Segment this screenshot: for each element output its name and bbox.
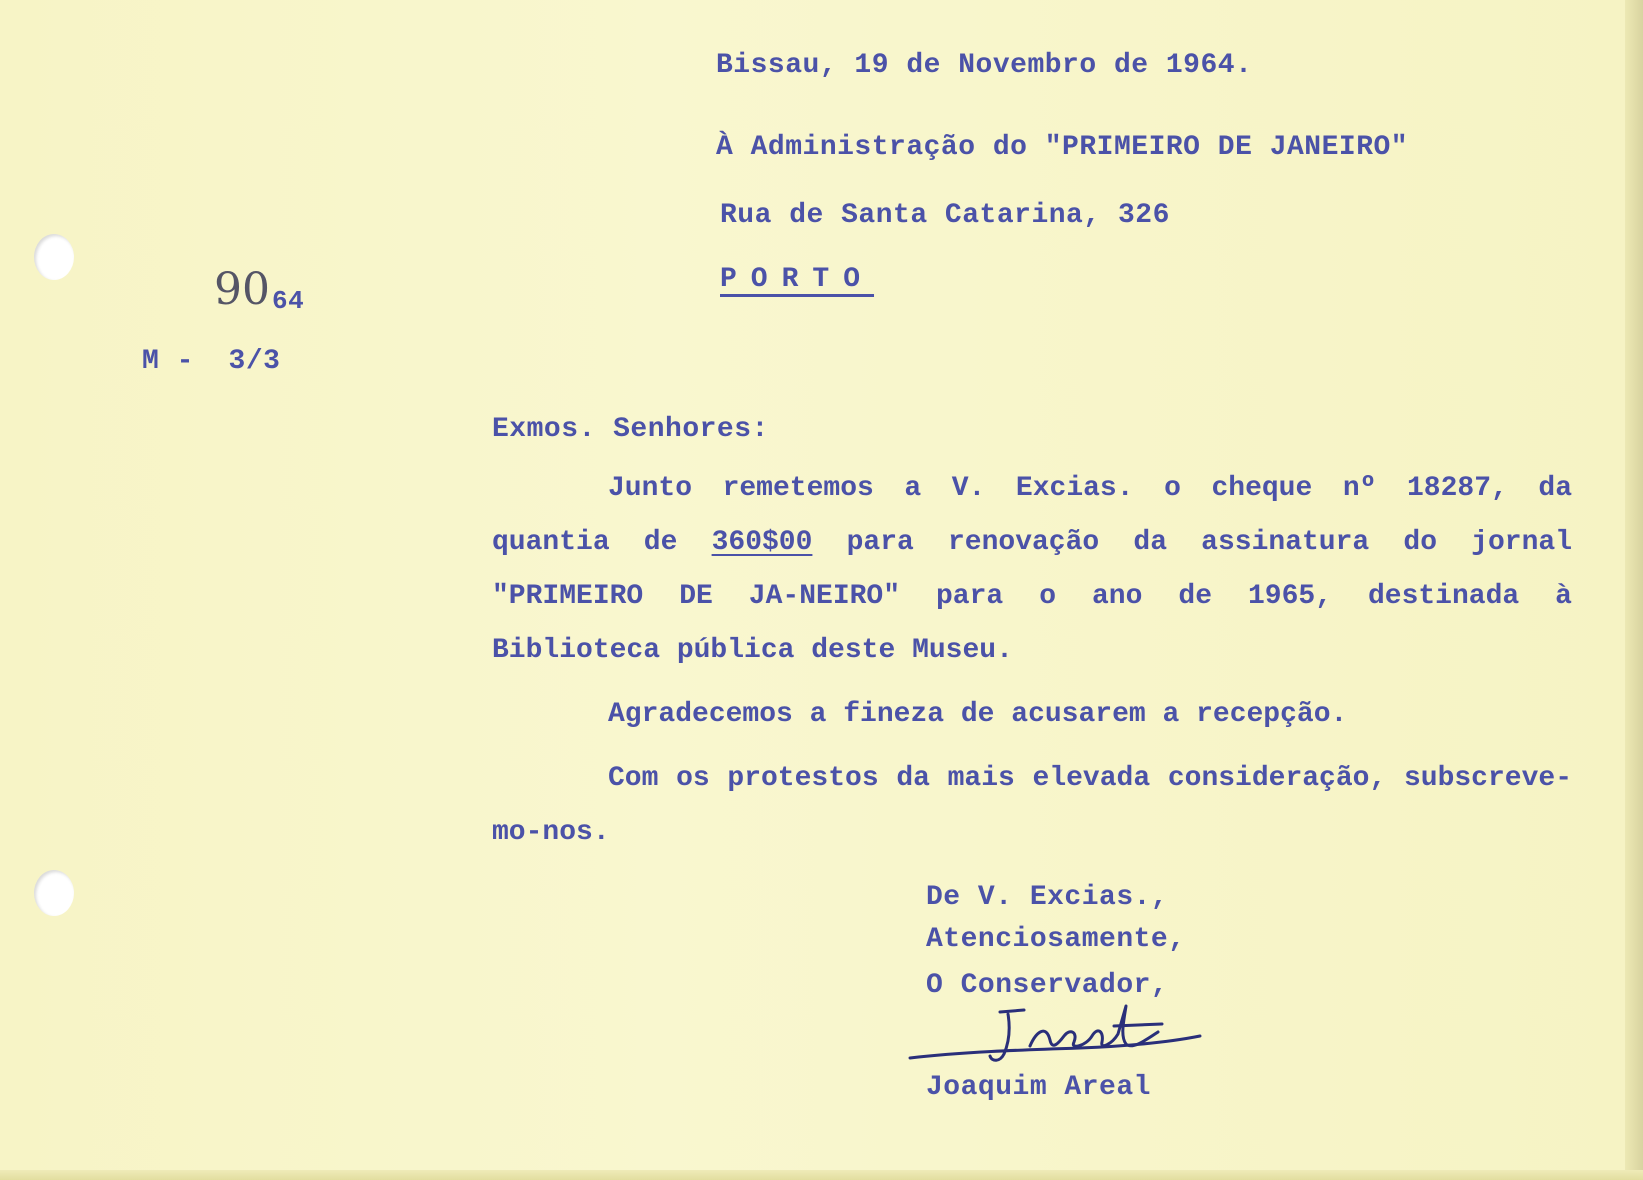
punch-hole-top bbox=[34, 234, 74, 280]
recipient-city: PORTO bbox=[720, 264, 875, 295]
stamped-year: 64 bbox=[272, 286, 305, 316]
file-code: M - 3/3 bbox=[142, 346, 281, 377]
paragraph-1-text-start: Junto remetemos a V. Excias. o cheque nº 18287, da quantia de bbox=[492, 473, 1572, 558]
closing-line-1: De V. Excias., bbox=[926, 882, 1169, 913]
recipient-line-1: À Administração do "PRIMEIRO DE JANEIRO" bbox=[716, 132, 1409, 163]
paragraph-1-text-end: para renovação da assinatura do jornal "PRIMEIRO DE JA-NEIRO" para o ano de 1965, destinada à Biblioteca pública deste Museu. bbox=[492, 527, 1572, 666]
closing-line-3: O Conservador, bbox=[926, 970, 1169, 1001]
salutation: Exmos. Senhores: bbox=[492, 414, 769, 445]
body-paragraph-3 bbox=[492, 752, 1572, 860]
paper-edge-bottom bbox=[0, 1170, 1643, 1180]
signature bbox=[900, 996, 1220, 1076]
closing-line-2: Atenciosamente, bbox=[926, 924, 1186, 955]
punch-hole-bottom bbox=[34, 870, 74, 916]
paragraph-3-text: Com os protestos da mais elevada consideração, subscreve-mo-nos. bbox=[492, 763, 1572, 848]
signatory-name: Joaquim Areal bbox=[926, 1072, 1151, 1103]
date-line: Bissau, 19 de Novembro de 1964. bbox=[716, 50, 1253, 81]
body-paragraph-2 bbox=[492, 688, 1572, 742]
recipient-line-2: Rua de Santa Catarina, 326 bbox=[720, 200, 1170, 231]
cheque-amount: 360$00 bbox=[711, 527, 813, 558]
paper-edge-right bbox=[1625, 0, 1643, 1180]
body-paragraph-1 bbox=[492, 462, 1572, 678]
handwritten-file-number: 90 bbox=[214, 264, 270, 315]
paragraph-2-text: Agradecemos a fineza de acusarem a recepção. bbox=[608, 699, 1348, 730]
